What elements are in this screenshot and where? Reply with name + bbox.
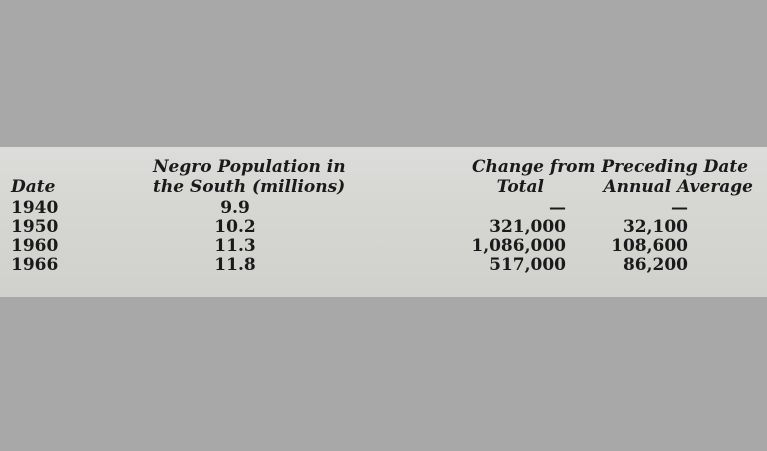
row-date: 1950 [11, 217, 59, 237]
row-annual-average: — [671, 198, 688, 218]
header-date: Date [11, 177, 56, 197]
row-annual-average: 86,200 [622, 255, 688, 275]
row-population: 9.9 [220, 198, 250, 218]
row-population: 10.2 [214, 217, 256, 237]
row-total: 1,086,000 [471, 236, 566, 256]
row-date: 1940 [11, 198, 59, 218]
header-total: Total [496, 177, 544, 197]
header-change: Change from Preceding Date [472, 157, 749, 177]
scanned-page-strip [0, 147, 767, 297]
row-annual-average: 108,600 [611, 236, 688, 256]
row-population: 11.8 [214, 255, 256, 275]
row-annual-average: 32,100 [622, 217, 688, 237]
header-population-line1: Negro Population in [153, 157, 346, 177]
row-total: 517,000 [489, 255, 566, 275]
row-total: — [549, 198, 566, 218]
row-population: 11.3 [214, 236, 256, 256]
header-population-line2: the South (millions) [153, 177, 346, 197]
row-date: 1966 [11, 255, 59, 275]
row-date: 1960 [11, 236, 59, 256]
row-total: 321,000 [489, 217, 566, 237]
header-annual-average: Annual Average [603, 177, 753, 197]
